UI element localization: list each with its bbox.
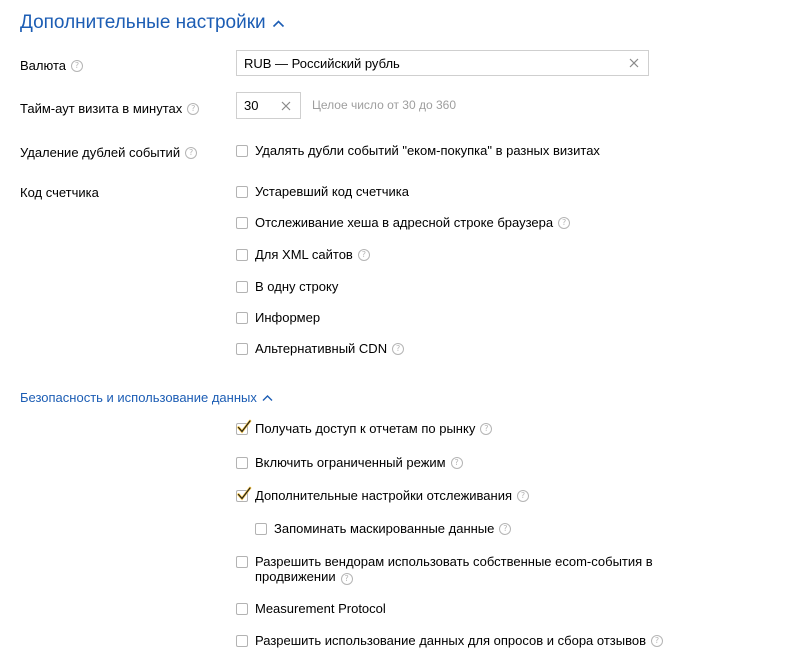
currency-value: RUB — Российский рубль [244,55,400,71]
currency-label: Валюта ? [20,58,83,73]
help-icon[interactable]: ? [187,103,199,115]
option-alt-cdn[interactable]: Альтернативный CDN ? [236,341,404,356]
chevron-up-icon [262,394,273,402]
currency-select[interactable] [236,50,649,76]
checkbox[interactable] [236,635,248,647]
help-icon[interactable]: ? [451,457,463,469]
timeout-input[interactable] [236,92,301,119]
timeout-label: Тайм-аут визита в минутах ? [20,101,199,116]
option-restricted-mode[interactable]: Включить ограниченный режим ? [236,455,463,470]
option-extra-tracking[interactable]: Дополнительные настройки отслеживания ? [236,488,529,503]
timeout-hint: Целое число от 30 до 360 [312,98,457,112]
dedup-checkbox-option[interactable]: Удалять дубли событий "еком-покупка" в разных визитах [236,143,600,158]
option-one-line[interactable]: В одну строку [236,279,338,294]
checkbox[interactable] [236,556,248,568]
help-icon[interactable]: ? [480,423,492,435]
timeout-value: 30 [244,98,259,113]
dedup-label: Удаление дублей событий ? [20,145,197,160]
help-icon[interactable]: ? [358,249,370,261]
section-title-additional-settings[interactable] [20,12,285,34]
help-icon[interactable]: ? [341,573,353,585]
checkbox[interactable] [236,343,248,355]
option-surveys-feedback[interactable]: Разрешить использование данных для опросов и сбора отзывов ? [236,633,663,648]
checkbox[interactable] [236,457,248,469]
clear-icon[interactable] [620,58,648,68]
option-hash-tracking[interactable]: Отслеживание хеша в адресной строке браузера ? [236,215,570,230]
counter-code-label: Код счетчика [20,185,99,200]
checkmark-icon [236,419,252,435]
clear-icon[interactable] [272,101,300,111]
help-icon[interactable]: ? [517,490,529,502]
option-legacy-code[interactable]: Устаревший код счетчика [236,184,409,199]
checkbox[interactable] [236,281,248,293]
section-title-text: Дополнительные настройки [20,12,266,33]
option-market-reports[interactable]: Получать доступ к отчетам по рынку ? [236,421,492,436]
help-icon[interactable]: ? [392,343,404,355]
option-informer[interactable]: Информер [236,310,320,325]
checkbox[interactable] [236,249,248,261]
checkbox[interactable] [236,217,248,229]
option-measurement-protocol[interactable]: Measurement Protocol [236,601,386,616]
option-label-line1: Разрешить вендорам использовать собственные ecom-события в [255,554,653,569]
checkmark-icon [236,486,252,502]
help-icon[interactable]: ? [185,147,197,159]
option-label-line2: продвижении [255,569,336,584]
checkbox[interactable] [236,186,248,198]
chevron-up-icon [272,19,285,28]
option-xml-sites[interactable]: Для XML сайтов ? [236,247,370,262]
option-remember-masked-data[interactable]: Запоминать маскированные данные ? [255,521,511,536]
checkbox-checked[interactable] [236,423,248,435]
checkbox[interactable] [236,312,248,324]
checkbox[interactable] [255,523,267,535]
help-icon[interactable]: ? [558,217,570,229]
help-icon[interactable]: ? [71,60,83,72]
checkbox[interactable] [236,603,248,615]
section-title-security[interactable]: Безопасность и использование данных [20,390,273,405]
checkbox-checked[interactable] [236,490,248,502]
option-vendor-ecom-events[interactable] [236,554,653,585]
help-icon[interactable]: ? [499,523,511,535]
help-icon[interactable]: ? [651,635,663,647]
checkbox[interactable] [236,145,248,157]
